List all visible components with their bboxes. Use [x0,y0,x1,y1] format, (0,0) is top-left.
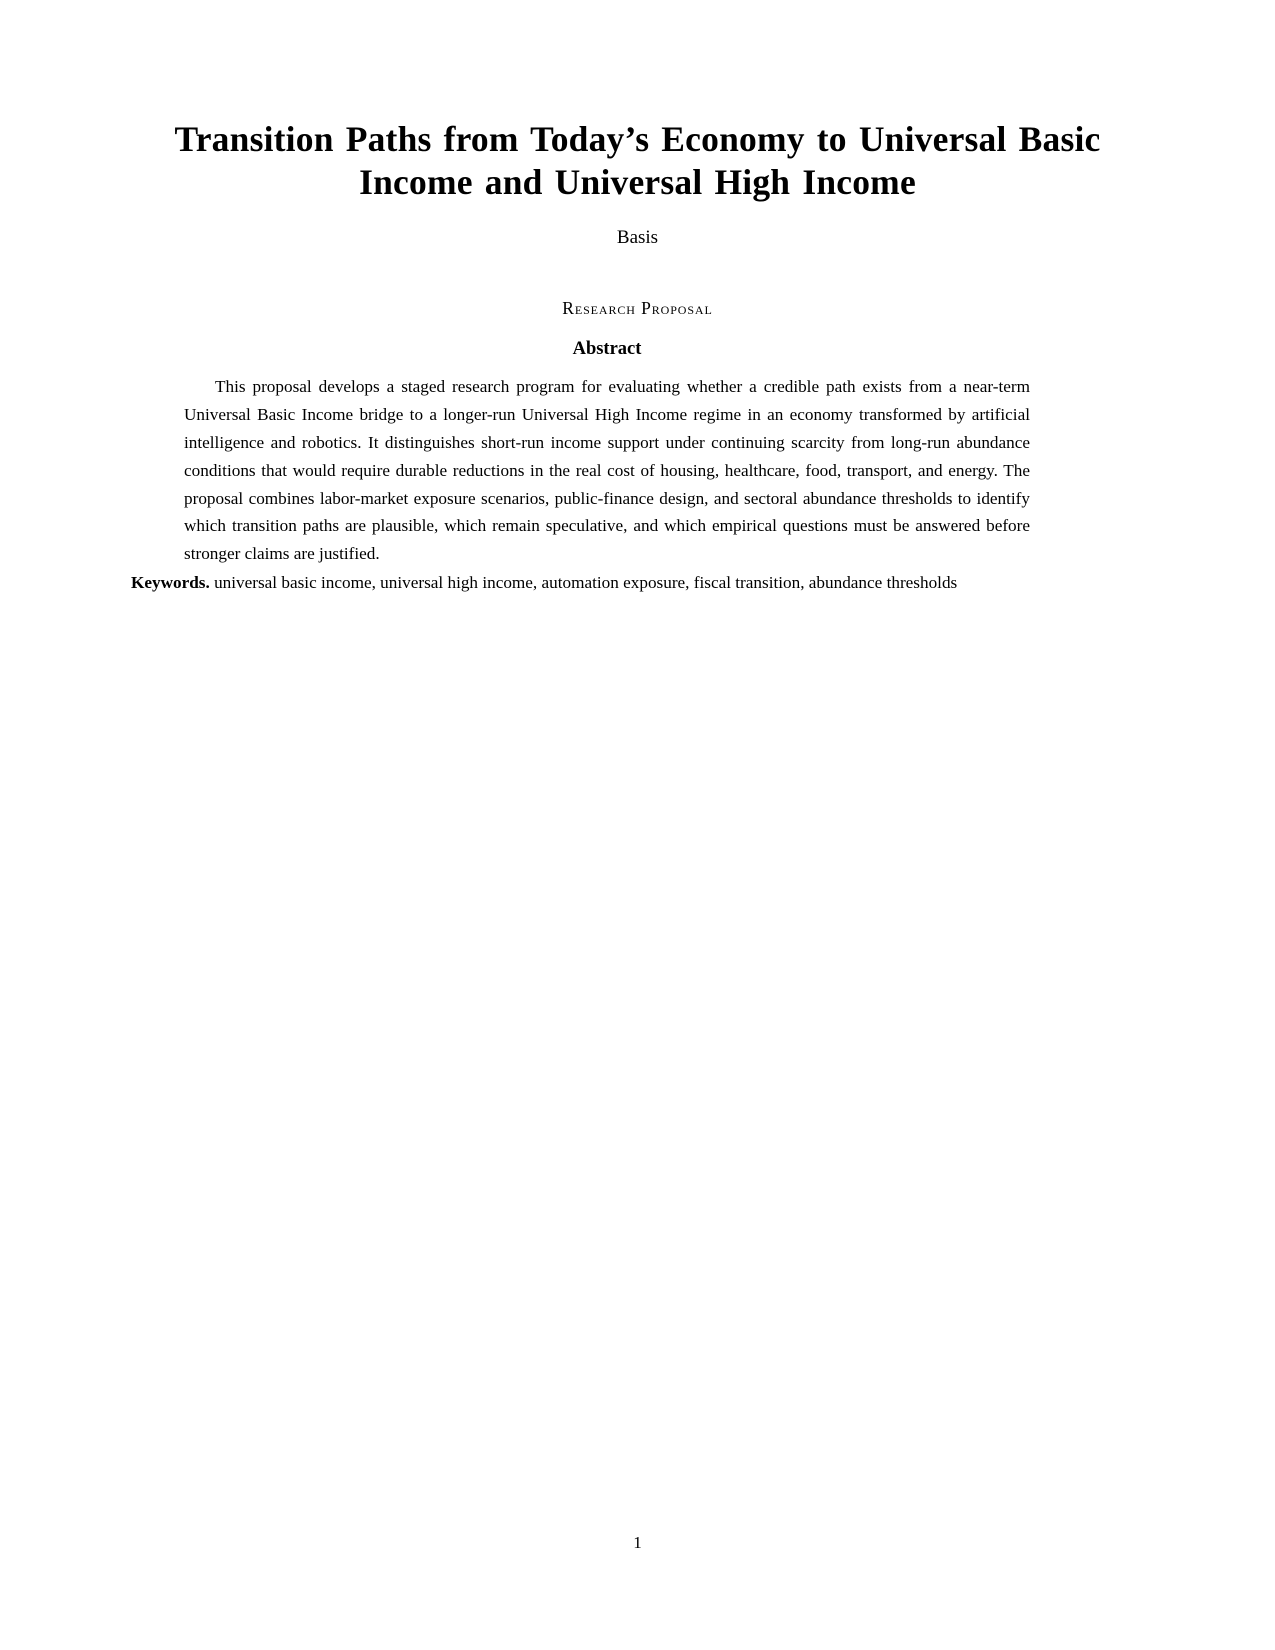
keywords-list: universal basic income, universal high income, automation exposure, fiscal transition, abundance thresholds [214,573,958,592]
page-number: 1 [633,1533,642,1552]
page-title: Transition Paths from Today’s Economy to Universal Basic Income and Universal High Income [174,119,1101,203]
abstract-section [184,338,1030,568]
keywords-section [131,570,1079,597]
keywords-label: Keywords. [131,573,210,592]
document-type-kicker: Research Proposal [562,298,713,318]
author-name: Basis [616,226,659,248]
abstract-heading: Abstract [572,339,642,359]
title-block [130,118,1145,249]
abstract-body: This proposal develops a staged research program for evaluating whether a credible path exists from a near-term Universal Basic Income bridge to a longer-run Universal High Income regime in an economy transformed by artificial intelligence and robotics. It distinguishes short-run income support under continuing scarcity from long-run abundance conditions that would require durable reductions in the real cost of housing, healthcare, food, transport, and energy. The proposal combines labor-market exposure scenarios, public-finance design, and sectoral abundance thresholds to identify which transition paths are plausible, which remain speculative, and which empirical questions must be answered before stronger claims are justified. [184,377,1030,564]
